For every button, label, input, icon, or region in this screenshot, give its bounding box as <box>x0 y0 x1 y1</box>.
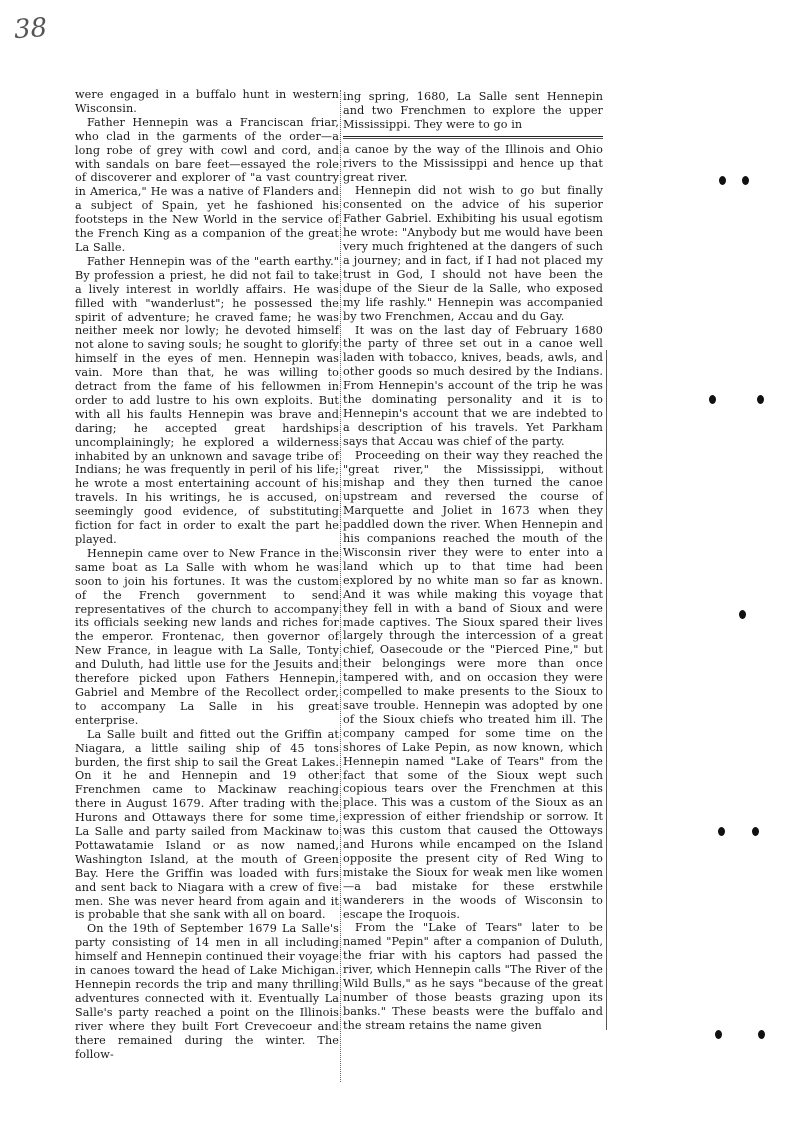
binding-hole-icon <box>742 176 749 185</box>
binding-hole-icon <box>739 610 746 619</box>
column-border <box>606 350 607 1030</box>
binding-hole-icon <box>757 395 764 404</box>
paragraph: It was on the last day of February 1680 the party of three set out in a canoe well laden with tobacco, knives, beads, awls, and other goods so much desired by the Indians. From Hennepin's account of the trip he was the dominating personality and it is to Hennepin's account that we are indebted to a description of his travels. Yet Parkham says that Accau was chief of the party. <box>343 323 603 448</box>
paragraph: On the 19th of September 1679 La Salle's party consisting of 14 men in all including himself and Hennepin continued their voyage in canoes toward the head of Lake Michigan. Hennepin records the trip and many thrilling adventures connected with it. Eventually La Salle's party reached a point on the Illinois river where they built Fort Crevecoeur and there remained during the winter. The follow- <box>75 922 339 1061</box>
paragraph: Hennepin did not wish to go but finally consented on the advice of his superior Father Gabriel. Exhibiting his usual egotism he wrote: "Anybody but me would have been very much frightened at the dangers of such a journey; and in fact, if I had not placed my trust in God, I should not have been the dupe of the Sieur de la Salle, who exposed my life rashly." Hennepin was accompanied by two Frenchmen, Accau and du Gay. <box>343 184 603 323</box>
binding-hole-icon <box>752 827 759 836</box>
paragraph: ing spring, 1680, La Salle sent Hennepin and two Frenchmen to explore the upper Mississippi. They were to go in <box>343 90 603 131</box>
column-divider <box>340 90 341 1082</box>
section-rule <box>343 136 603 139</box>
binding-hole-icon <box>719 176 726 185</box>
right-column <box>343 90 603 1033</box>
left-column <box>75 88 339 1061</box>
page-number: 38 <box>12 12 49 46</box>
binding-hole-icon <box>715 1030 722 1039</box>
paragraph: were engaged in a buffalo hunt in western Wisconsin. <box>75 88 339 115</box>
paragraph: a canoe by the way of the Illinois and Ohio rivers to the Mississippi and hence up that great river. <box>343 142 603 184</box>
binding-hole-icon <box>758 1030 765 1039</box>
paragraph: Father Hennepin was a Franciscan friar, who clad in the garments of the order—a long robe of grey with cowl and cord, and with sandals on bare feet—essayed the role of discoverer and explorer of "a vast country in America," He was a native of Flanders and a subject of Spain, yet he fashioned his footsteps in the New World in the service of the French King as a companion of the great La Salle. <box>75 115 339 254</box>
paragraph: From the "Lake of Tears" later to be named "Pepin" after a companion of Duluth, the friar with his captors had passed the river, which Hennepin calls "The River of the Wild Bulls," as he says "because of the great number of those beasts grazing upon its banks." These beasts were the buffalo and the stream retains the name given <box>343 921 603 1032</box>
paragraph: Hennepin came over to New France in the same boat as La Salle with whom he was soon to join his fortunes. It was the custom of the French government to send representatives of the church to accompany its officials seeking new lands and riches for the emperor. Frontenac, then governor of New France, in league with La Salle, Tonty and Duluth, had little use for the Jesuits and therefore picked upon Fathers Hennepin, Gabriel and Membre of the Recollect order, to accompany La Salle in his great enterprise. <box>75 546 339 727</box>
paragraph: La Salle built and fitted out the Griffin at Niagara, a little sailing ship of 45 tons burden, the first ship to sail the Great Lakes. On it he and Hennepin and 19 other Frenchmen came to Mackinaw reaching there in August 1679. After trading with the Hurons and Ottaways there for some time, La Salle and party sailed from Mackinaw to Pottawatamie Island or as now named, Washington Island, at the mouth of Green Bay. Here the Griffin was loaded with furs and sent back to Niagara with a crew of five men. She was never heard from again and it is probable that she sank with all on board. <box>75 727 339 922</box>
paragraph: Father Hennepin was of the "earth earthy." By profession a priest, he did not fail to take a lively interest in worldly affairs. He was filled with "wanderlust"; he possessed the spirit of adventure; he craved fame; he was neither meek nor lowly; he devoted himself not alone to saving souls; he sought to glorify himself in the eyes of men. Hennepin was vain. More than that, he was willing to detract from the fame of his fellowmen in order to add lustre to his own exploits. But with all his faults Hennepin was brave and daring; he accepted great hardships uncomplainingly; he explored a wilderness inhabited by an unknown and savage tribe of Indians; he was frequently in peril of his life; he wrote a most entertaining account of his travels. In his writings, he is accused, on seemingly good evidence, of substituting fiction for fact in order to exalt the part he played. <box>75 254 339 546</box>
binding-hole-icon <box>718 827 725 836</box>
paragraph: Proceeding on their way they reached the "great river," the Mississippi, without mishap and they then turned the canoe upstream and reversed the course of Marquette and Joliet in 1673 when they paddled down the river. When Hennepin and his companions reached the mouth of the Wisconsin river they were to enter into a land which up to that time had been explored by no white man so far as known. And it was while making this voyage that they fell in with a band of Sioux and were made captives. The Sioux spared their lives largely through the intercession of a great chief, Oasecoude or the "Pierced Pine," but their belongings were more than once tampered with, and on occasion they were compelled to make presents to the Sioux to save trouble. Hennepin was adopted by one of the Sioux chiefs who treated him ill. The company camped for some time on the shores of Lake Pepin, as now known, which Hennepin named "Lake of Tears" from the fact that some of the Sioux wept such copious tears over the Frenchmen at this place. This was a custom of the Sioux as an expression of either friendship or sorrow. It was this custom that caused the Ottoways and Hurons while encamped on the Island opposite the present city of Red Wing to mistake the Sioux for weak men like women—a bad mistake for these erstwhile wanderers in the woods of Wisconsin to escape the Iroquois. <box>343 448 603 921</box>
binding-hole-icon <box>709 395 716 404</box>
